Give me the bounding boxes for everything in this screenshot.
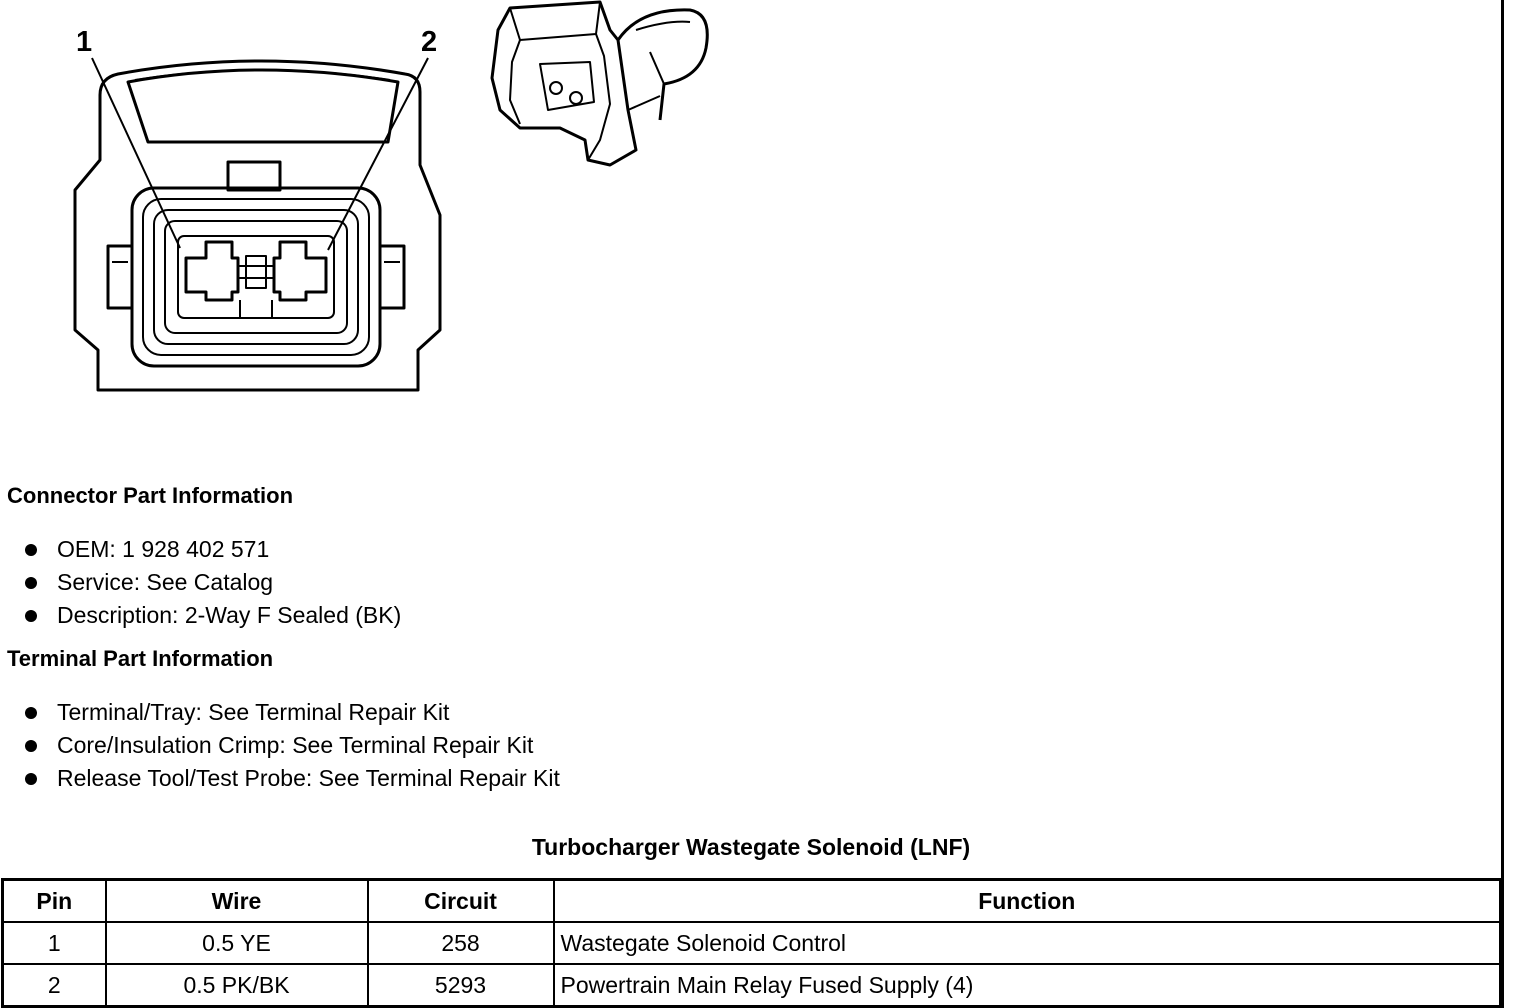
table-caption: Turbocharger Wastegate Solenoid (LNF) — [531, 834, 971, 860]
header-function: Function — [554, 880, 1501, 923]
connector-part-heading: Connector Part Information — [7, 483, 294, 508]
list-item — [25, 729, 560, 762]
header-pin: Pin — [3, 880, 106, 923]
cell-function: Wastegate Solenoid Control — [554, 922, 1501, 964]
connector-oem: OEM: 1 928 402 571 — [57, 536, 270, 562]
bullet-icon — [25, 773, 37, 785]
table-row — [3, 922, 1501, 964]
cell-pin: 1 — [3, 922, 106, 964]
cell-circuit: 5293 — [368, 964, 554, 1007]
cell-pin: 2 — [3, 964, 106, 1007]
list-item — [25, 566, 401, 599]
pin-table — [1, 878, 1502, 1008]
connector-diagram — [0, 0, 1500, 410]
terminal-part-heading: Terminal Part Information — [7, 646, 274, 671]
connector-face-view — [0, 0, 760, 410]
bullet-icon — [25, 707, 37, 719]
cell-circuit: 258 — [368, 922, 554, 964]
cell-wire: 0.5 YE — [106, 922, 368, 964]
bullet-icon — [25, 577, 37, 589]
header-wire: Wire — [106, 880, 368, 923]
terminal-tray: Terminal/Tray: See Terminal Repair Kit — [57, 699, 450, 725]
table-row — [3, 964, 1501, 1007]
cell-function: Powertrain Main Relay Fused Supply (4) — [554, 964, 1501, 1007]
connector-perspective-view — [492, 2, 707, 165]
connector-service: Service: See Catalog — [57, 569, 274, 595]
bullet-icon — [25, 610, 37, 622]
bullet-icon — [25, 740, 37, 752]
cell-wire: 0.5 PK/BK — [106, 964, 368, 1007]
connector-part-list — [25, 533, 401, 632]
bullet-icon — [25, 544, 37, 556]
terminal-release-tool: Release Tool/Test Probe: See Terminal Repair Kit — [57, 765, 560, 791]
list-item — [25, 599, 401, 632]
terminal-part-list — [25, 696, 560, 795]
list-item — [25, 696, 560, 729]
pin-label-1: 1 — [76, 26, 93, 58]
header-circuit: Circuit — [368, 880, 554, 923]
terminal-crimp: Core/Insulation Crimp: See Terminal Repair Kit — [57, 732, 534, 758]
connector-description: Description: 2-Way F Sealed (BK) — [57, 602, 402, 628]
list-item — [25, 533, 401, 566]
list-item — [25, 762, 560, 795]
pin-label-2: 2 — [421, 26, 438, 58]
table-header-row — [3, 880, 1501, 923]
